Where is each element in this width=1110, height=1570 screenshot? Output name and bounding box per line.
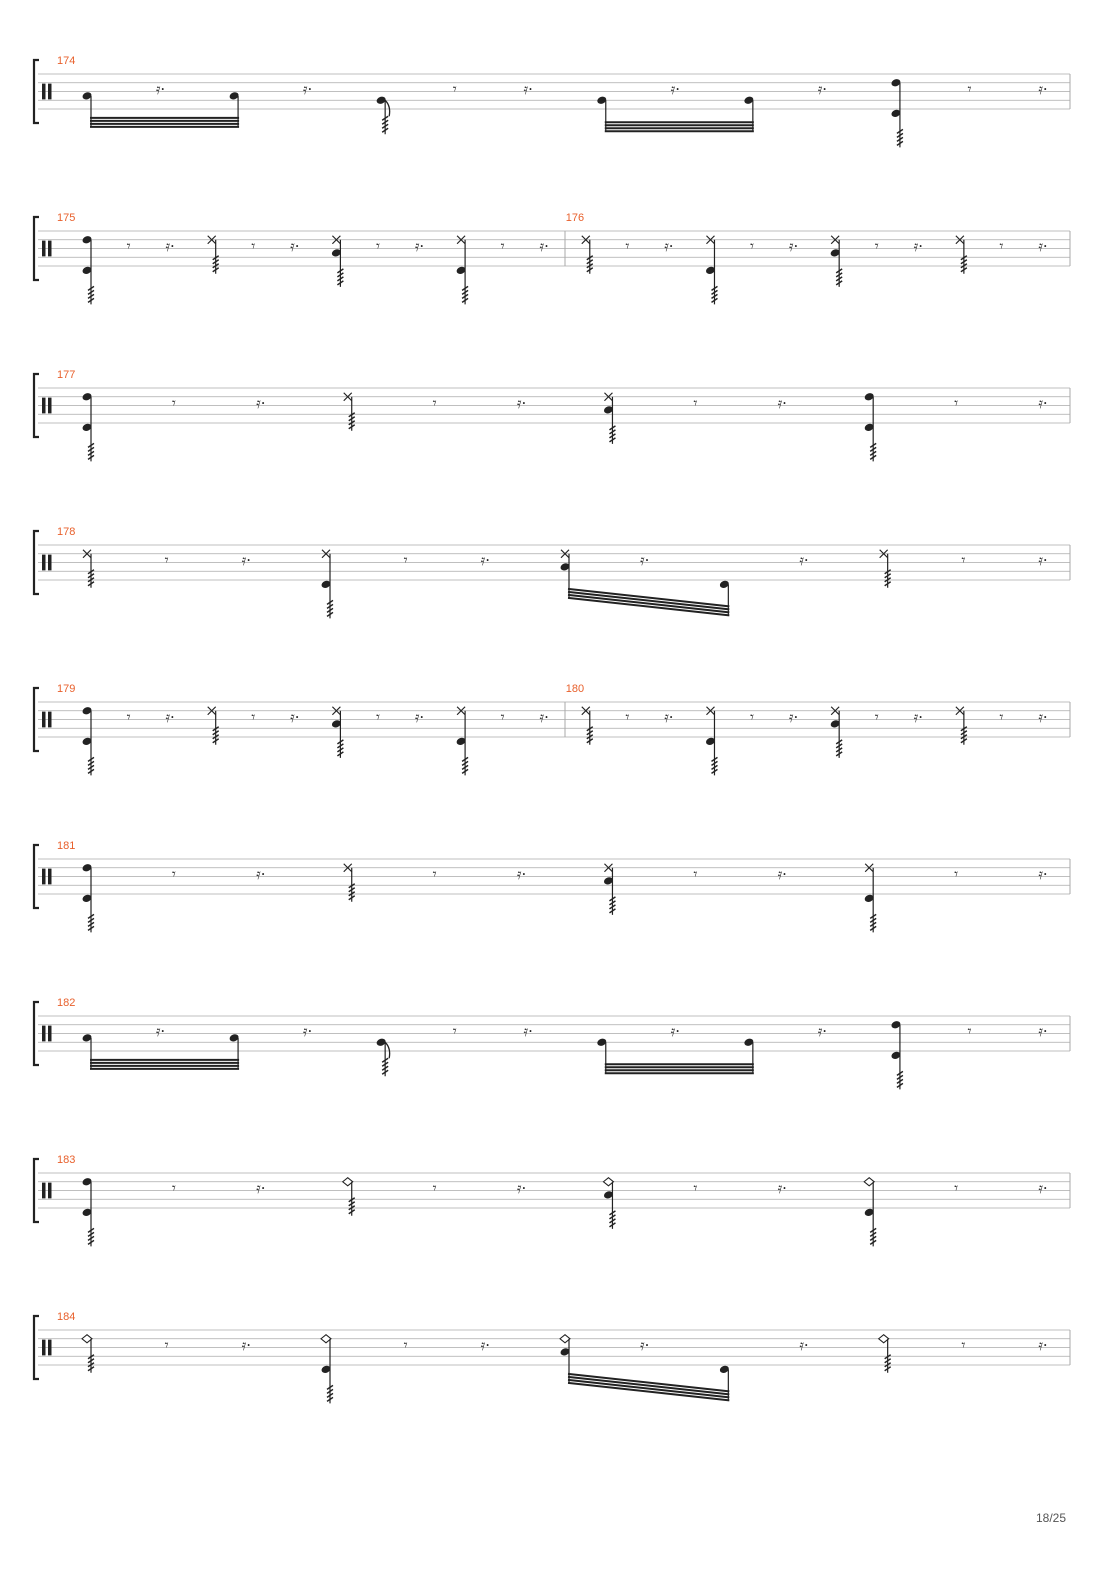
eighth-rest: 𝄾 <box>625 237 630 256</box>
eighth-rest: 𝄾 <box>750 237 755 256</box>
eighth-rest: 𝄾 <box>693 865 698 884</box>
sixteenth-rest: 𝄿· <box>670 80 680 99</box>
measure-number: 176 <box>565 212 585 224</box>
sixteenth-rest: 𝄿· <box>913 708 923 727</box>
eighth-rest: 𝄾 <box>693 394 698 413</box>
eighth-rest: 𝄾 <box>954 1179 959 1198</box>
percussion-clef <box>42 84 46 100</box>
percussion-clef <box>42 555 46 571</box>
sixteenth-rest: 𝄿· <box>788 237 799 256</box>
sixteenth-rest: 𝄿· <box>480 551 491 570</box>
sixteenth-rest: 𝄿· <box>516 394 527 413</box>
measure-number: 180 <box>565 683 585 695</box>
eighth-rest: 𝄾 <box>452 80 457 99</box>
sixteenth-rest: 𝄿· <box>290 708 300 727</box>
eighth-rest: 𝄾 <box>432 1179 437 1198</box>
sixteenth-rest: 𝄿· <box>414 708 425 727</box>
eighth-rest: 𝄾 <box>452 1022 457 1041</box>
measure-number: 177 <box>57 369 76 381</box>
staff-system <box>34 683 1070 775</box>
measure-number: 175 <box>57 212 76 224</box>
eighth-rest: 𝄾 <box>500 237 505 256</box>
sixteenth-rest: 𝄿· <box>256 394 266 413</box>
sixteenth-rest: 𝄿· <box>516 865 527 884</box>
eighth-rest: 𝄾 <box>967 80 972 99</box>
percussion-clef <box>48 1183 52 1199</box>
sixteenth-rest: 𝄿· <box>290 237 300 256</box>
percussion-clef <box>48 84 52 100</box>
percussion-clef <box>48 398 52 414</box>
sixteenth-rest: 𝄿· <box>777 394 787 413</box>
sixteenth-rest: 𝄿· <box>664 708 674 727</box>
sixteenth-rest: 𝄿· <box>788 708 799 727</box>
measure-number: 184 <box>57 1311 76 1323</box>
eighth-rest: 𝄾 <box>251 708 256 727</box>
sixteenth-rest: 𝄿· <box>664 237 674 256</box>
eighth-rest: 𝄾 <box>251 237 256 256</box>
sixteenth-rest: 𝄿· <box>1038 865 1048 884</box>
percussion-clef <box>42 241 46 257</box>
sixteenth-rest: 𝄿· <box>480 1336 491 1355</box>
sixteenth-rest: 𝄿· <box>799 1336 809 1355</box>
sixteenth-rest: 𝄿· <box>241 1336 252 1355</box>
eighth-rest: 𝄾 <box>961 551 966 570</box>
staff-system <box>34 840 1070 932</box>
sixteenth-rest: 𝄿· <box>1038 394 1048 413</box>
measure-number: 178 <box>57 526 76 538</box>
sixteenth-rest: 𝄿· <box>777 865 787 884</box>
sixteenth-rest: 𝄿· <box>256 865 266 884</box>
sixteenth-rest: 𝄿· <box>1038 1179 1048 1198</box>
eighth-rest: 𝄾 <box>954 865 959 884</box>
sixteenth-rest: 𝄿· <box>639 1336 650 1355</box>
eighth-rest: 𝄾 <box>126 708 131 727</box>
staff-system <box>34 997 1070 1089</box>
sixteenth-rest: 𝄿· <box>155 1022 166 1041</box>
sixteenth-rest: 𝄿· <box>523 80 533 99</box>
sixteenth-rest: 𝄿· <box>1038 80 1048 99</box>
measure-number: 181 <box>57 840 76 852</box>
eighth-rest: 𝄾 <box>171 394 176 413</box>
sixteenth-rest: 𝄿· <box>1038 708 1048 727</box>
eighth-rest: 𝄾 <box>403 1336 408 1355</box>
sixteenth-rest: 𝄿· <box>256 1179 266 1198</box>
sixteenth-rest: 𝄿· <box>165 237 175 256</box>
percussion-clef <box>48 712 52 728</box>
sixteenth-rest: 𝄿· <box>414 237 425 256</box>
sixteenth-rest: 𝄿· <box>155 80 166 99</box>
percussion-clef <box>48 1026 52 1042</box>
eighth-rest: 𝄾 <box>126 237 131 256</box>
eighth-rest: 𝄾 <box>967 1022 972 1041</box>
measure-number: 179 <box>57 683 76 695</box>
sixteenth-rest: 𝄿· <box>1038 1022 1048 1041</box>
sixteenth-rest: 𝄿· <box>1038 1336 1048 1355</box>
eighth-rest: 𝄾 <box>171 865 176 884</box>
staff-system <box>34 55 1070 147</box>
staff-system <box>34 369 1070 461</box>
percussion-clef <box>42 1026 46 1042</box>
measure-number: 174 <box>57 55 76 67</box>
eighth-rest: 𝄾 <box>375 708 380 727</box>
note-flag <box>385 100 390 116</box>
percussion-clef <box>42 398 46 414</box>
sixteenth-rest: 𝄿· <box>516 1179 527 1198</box>
sixteenth-rest: 𝄿· <box>799 551 809 570</box>
eighth-rest: 𝄾 <box>693 1179 698 1198</box>
sixteenth-rest: 𝄿· <box>165 708 175 727</box>
percussion-clef <box>42 1340 46 1356</box>
percussion-clef <box>48 1340 52 1356</box>
eighth-rest: 𝄾 <box>874 708 879 727</box>
sixteenth-rest: 𝄿· <box>670 1022 680 1041</box>
sixteenth-rest: 𝄿· <box>539 708 549 727</box>
measure-number: 183 <box>57 1154 76 1166</box>
staff-system <box>34 1311 1070 1403</box>
measure-number: 182 <box>57 997 76 1009</box>
sixteenth-rest: 𝄿· <box>817 1022 828 1041</box>
staff-system <box>34 1154 1070 1246</box>
eighth-rest: 𝄾 <box>874 237 879 256</box>
eighth-rest: 𝄾 <box>164 1336 169 1355</box>
eighth-rest: 𝄾 <box>954 394 959 413</box>
sixteenth-rest: 𝄿· <box>539 237 549 256</box>
page-number: 18/25 <box>1035 1511 1066 1525</box>
eighth-rest: 𝄾 <box>500 708 505 727</box>
sixteenth-rest: 𝄿· <box>913 237 923 256</box>
sixteenth-rest: 𝄿· <box>302 1022 313 1041</box>
eighth-rest: 𝄾 <box>625 708 630 727</box>
eighth-rest: 𝄾 <box>375 237 380 256</box>
percussion-clef <box>42 712 46 728</box>
eighth-rest: 𝄾 <box>999 237 1004 256</box>
eighth-rest: 𝄾 <box>999 708 1004 727</box>
percussion-clef <box>42 869 46 885</box>
sixteenth-rest: 𝄿· <box>1038 237 1048 256</box>
sixteenth-rest: 𝄿· <box>817 80 828 99</box>
note-flag <box>385 1042 390 1058</box>
eighth-rest: 𝄾 <box>432 394 437 413</box>
sixteenth-rest: 𝄿· <box>523 1022 533 1041</box>
staff-system <box>34 526 1070 618</box>
sixteenth-rest: 𝄿· <box>777 1179 787 1198</box>
sixteenth-rest: 𝄿· <box>241 551 252 570</box>
eighth-rest: 𝄾 <box>750 708 755 727</box>
sixteenth-rest: 𝄿· <box>639 551 650 570</box>
sixteenth-rest: 𝄿· <box>302 80 313 99</box>
sixteenth-rest: 𝄿· <box>1038 551 1048 570</box>
eighth-rest: 𝄾 <box>171 1179 176 1198</box>
percussion-clef <box>48 555 52 571</box>
percussion-clef <box>42 1183 46 1199</box>
staff-system <box>34 212 1070 304</box>
eighth-rest: 𝄾 <box>403 551 408 570</box>
eighth-rest: 𝄾 <box>961 1336 966 1355</box>
percussion-clef <box>48 241 52 257</box>
eighth-rest: 𝄾 <box>164 551 169 570</box>
eighth-rest: 𝄾 <box>432 865 437 884</box>
percussion-clef <box>48 869 52 885</box>
